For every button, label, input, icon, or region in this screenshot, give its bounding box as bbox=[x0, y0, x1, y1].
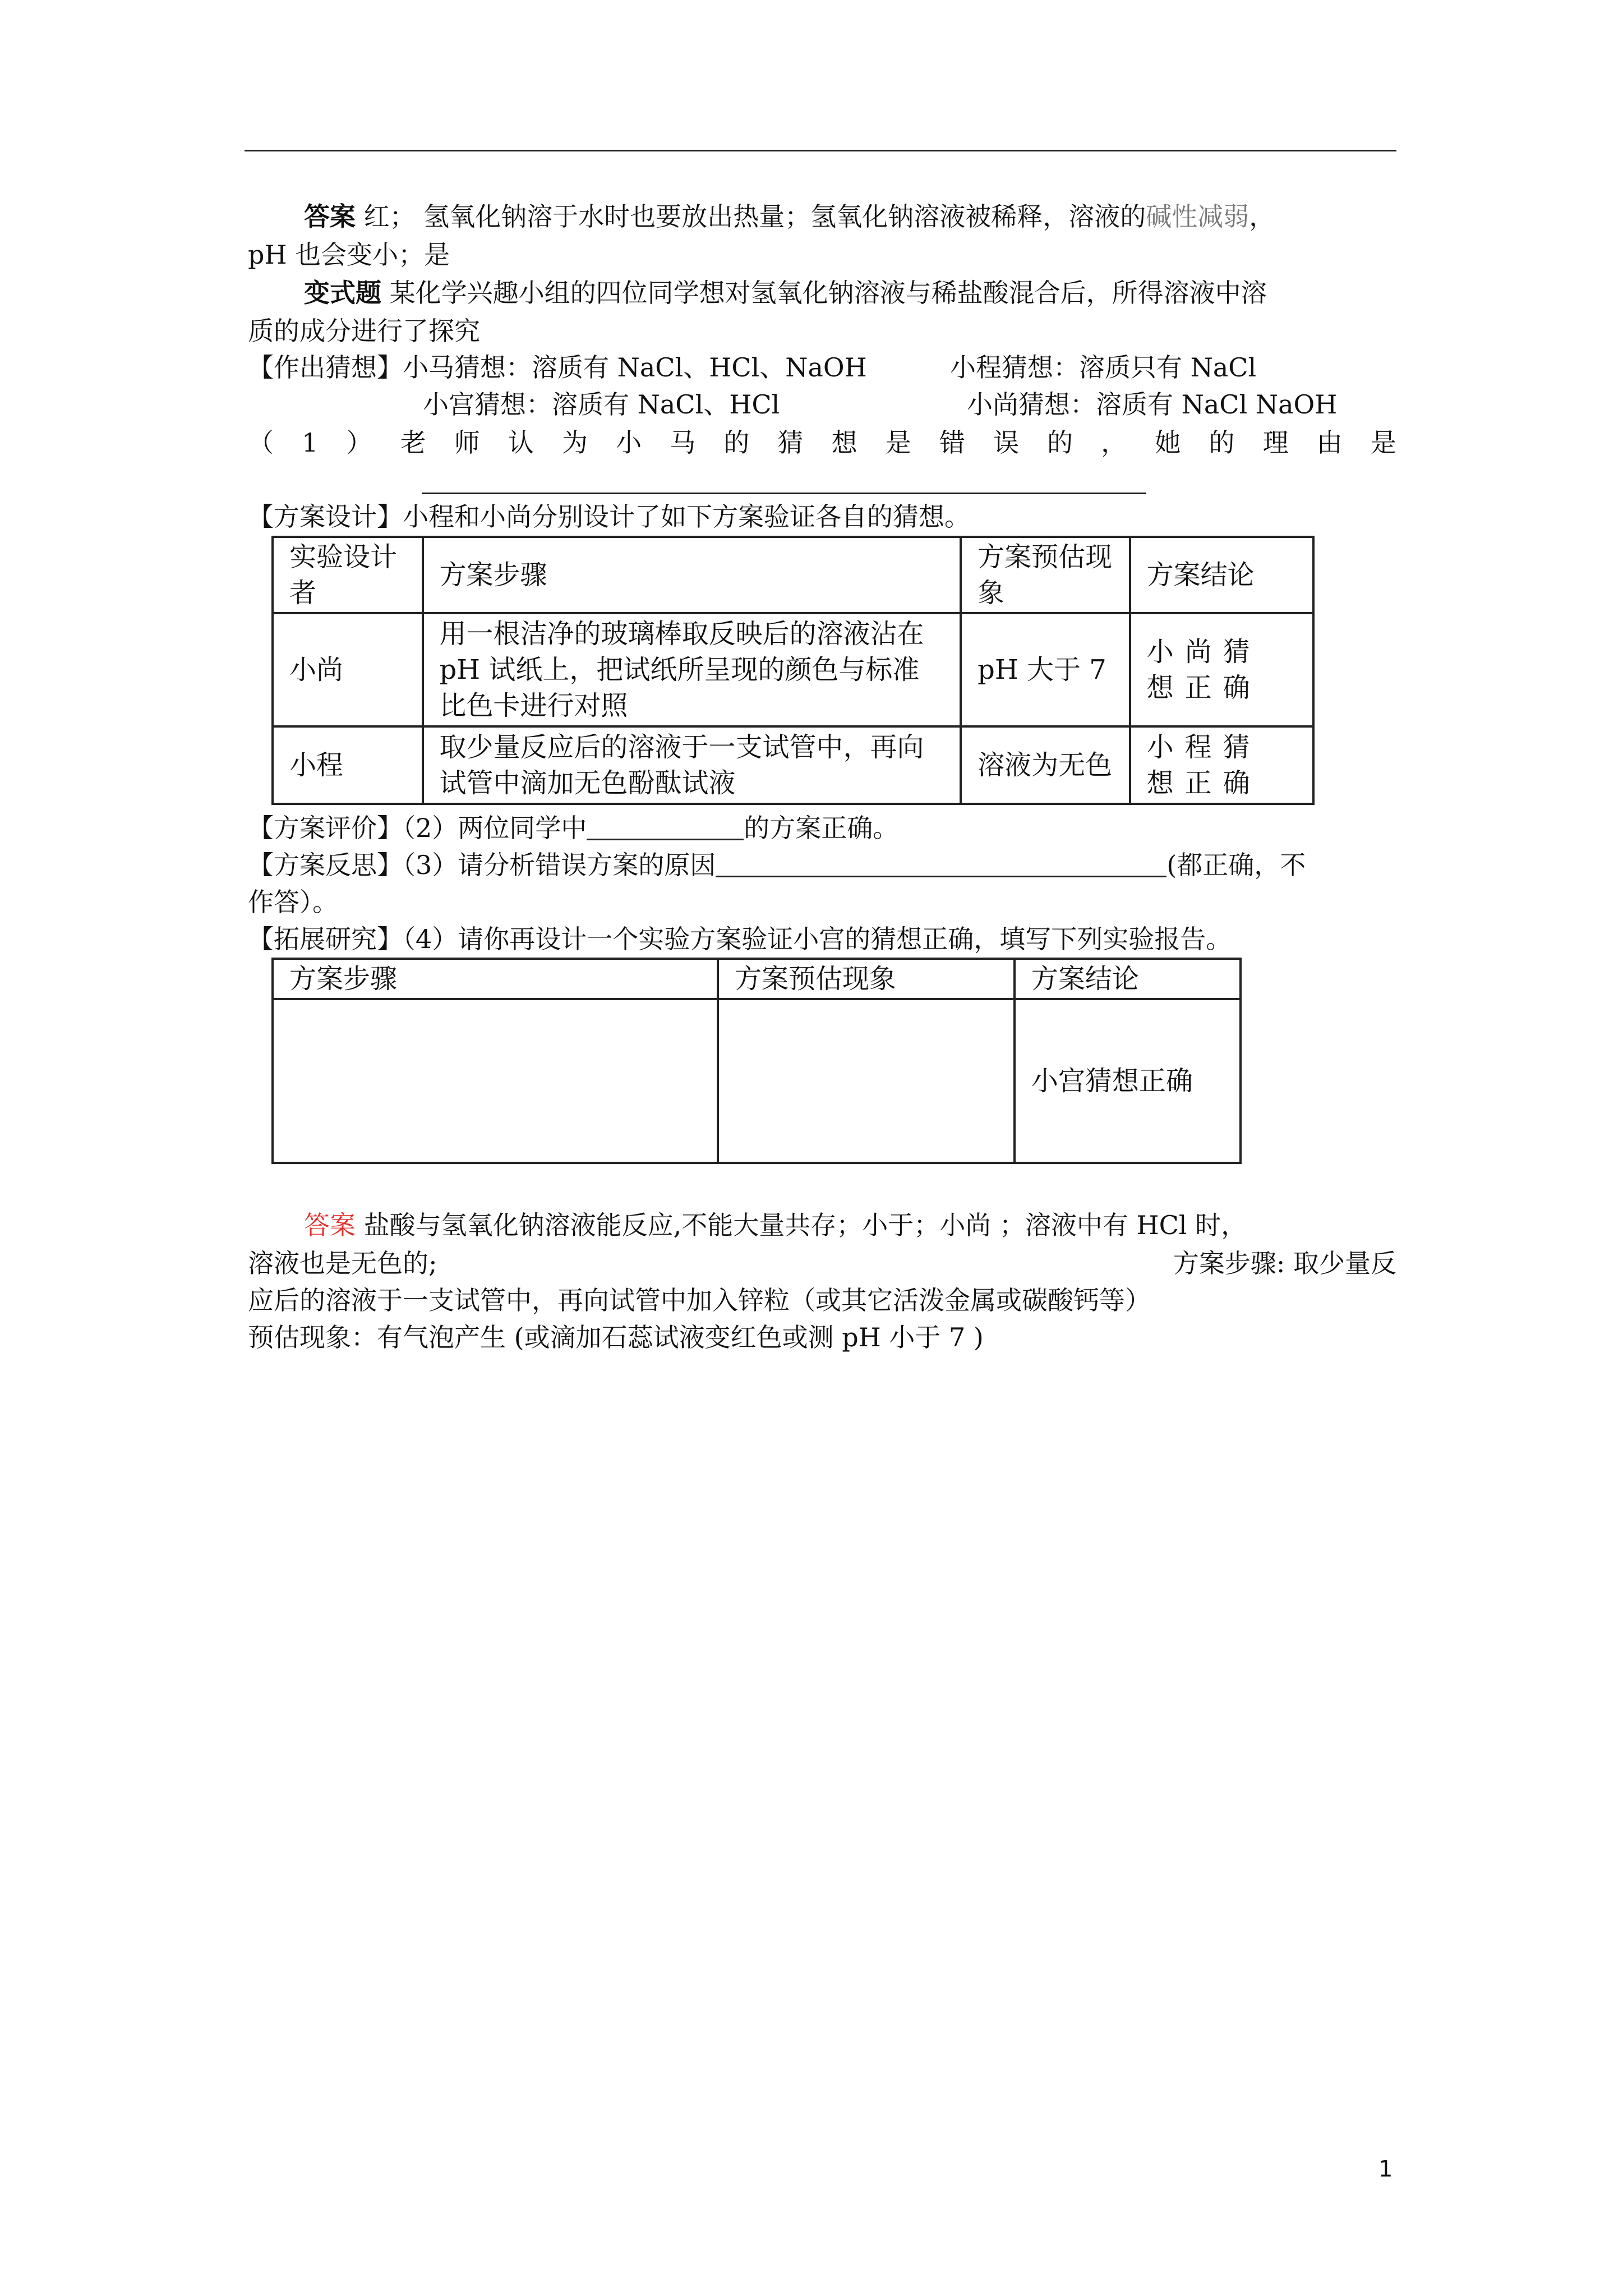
experiment-table-header bbox=[273, 537, 1313, 613]
answer1-line1 bbox=[304, 198, 1396, 235]
question-1-char: 老 bbox=[400, 427, 426, 458]
question-1-char: 小 bbox=[616, 427, 642, 458]
extension-line bbox=[248, 921, 1396, 958]
reflection-blank[interactable] bbox=[716, 851, 1166, 877]
report-steps-cell[interactable] bbox=[273, 999, 718, 1163]
answer1-end: ， bbox=[1249, 201, 1275, 232]
reflection-after: (都正确，不 bbox=[1166, 850, 1306, 880]
header-steps: 方案步骤 bbox=[423, 537, 961, 613]
question-1-char: 错 bbox=[939, 427, 965, 458]
question-1-char: 的 bbox=[723, 427, 750, 458]
answer2-line3: 应后的溶液于一支试管中，再向试管中加入锌粒（或其它活泼金属或碳酸钙等） bbox=[248, 1285, 1151, 1315]
cell-phenomenon: 溶液为无色 bbox=[961, 726, 1129, 804]
question-1-char: 师 bbox=[454, 427, 480, 458]
question-1-char: 猜 bbox=[777, 427, 804, 458]
question-1-char: 马 bbox=[670, 427, 696, 458]
evaluation-before: （2）两位同学中 bbox=[403, 813, 587, 843]
cell-designer: 小程 bbox=[273, 726, 423, 804]
answer1-line2: pH 也会变小；是 bbox=[248, 240, 450, 270]
question-1-char: （ bbox=[248, 427, 274, 458]
question-1-char: 是 bbox=[885, 427, 911, 458]
guess-tag: 【作出猜想】 bbox=[248, 352, 403, 383]
question-1-char: ） bbox=[346, 427, 372, 458]
question-1-answer-blank[interactable] bbox=[422, 468, 1146, 494]
report-phenomenon-cell[interactable] bbox=[718, 999, 1015, 1163]
question-1-char: 认 bbox=[508, 427, 534, 458]
variant-line2: 质的成分进行了探究 bbox=[248, 316, 480, 346]
report-table bbox=[271, 958, 1242, 1164]
page-number: 1 bbox=[1378, 2156, 1393, 2182]
question-1 bbox=[248, 424, 1396, 461]
reflection-tag: 【方案反思】 bbox=[248, 850, 403, 880]
question-1-char: 想 bbox=[831, 427, 857, 458]
extension-text: （4）请你再设计一个实验方案验证小宫的猜想正确，填写下列实验报告。 bbox=[403, 924, 1232, 954]
question-1-char: 是 bbox=[1370, 427, 1396, 458]
answer2-line4: 预估现象：有气泡产生 (或滴加石蕊试液变红色或测 pH 小于 7 ) bbox=[248, 1322, 984, 1352]
report-header-steps: 方案步骤 bbox=[273, 959, 718, 999]
question-1-char: 误 bbox=[993, 427, 1020, 458]
variant-text: 某化学兴趣小组的四位同学想对氢氧化钠溶液与稀盐酸混合后，所得溶液中溶 bbox=[381, 278, 1267, 308]
answer1-text: 红； 氢氧化钠溶于水时也要放出热量；氢氧化钠溶液被稀释，溶液的 bbox=[356, 201, 1146, 232]
design-text: 小程和小尚分别设计了如下方案验证各自的猜想。 bbox=[403, 501, 970, 532]
table-row bbox=[273, 613, 1313, 726]
question-1-char: 的 bbox=[1209, 427, 1235, 458]
question-1-char: 为 bbox=[562, 427, 588, 458]
cell-conclusion: 小程猜想正确 bbox=[1130, 726, 1313, 804]
design-line bbox=[248, 498, 1396, 535]
cell-steps: 用一根洁净的玻璃棒取反映后的溶液沾在 pH 试纸上，把试纸所呈现的颜色与标准比色卡进行对照 bbox=[423, 613, 961, 726]
question-1-char: 1 bbox=[302, 427, 319, 458]
answer2-label: 答案 bbox=[304, 1210, 356, 1240]
cell-designer: 小尚 bbox=[273, 613, 423, 726]
extension-tag: 【拓展研究】 bbox=[248, 924, 403, 954]
answer2-line2-right: 方案步骤: 取少量反 bbox=[1173, 1248, 1396, 1278]
experiment-table bbox=[271, 536, 1315, 805]
report-header-phenomenon: 方案预估现象 bbox=[718, 959, 1015, 999]
question-1-char: ， bbox=[1101, 427, 1127, 458]
header-conclusion: 方案结论 bbox=[1130, 537, 1313, 613]
answer2-line2 bbox=[248, 1245, 1396, 1282]
cell-steps: 取少量反应后的溶液于一支试管中，再向试管中滴加无色酚酞试液 bbox=[423, 726, 961, 804]
question-1-char: 她 bbox=[1155, 427, 1181, 458]
report-conclusion-cell: 小宫猜想正确 bbox=[1015, 999, 1241, 1163]
question-1-char: 由 bbox=[1316, 427, 1343, 458]
report-header-conclusion: 方案结论 bbox=[1015, 959, 1241, 999]
guess-xiaocheng: 小程猜想：溶质只有 NaCl bbox=[950, 352, 1257, 383]
answer1-label: 答案 bbox=[304, 201, 356, 232]
cell-phenomenon: pH 大于 7 bbox=[961, 613, 1129, 726]
table-row bbox=[273, 999, 1241, 1163]
evaluation-line bbox=[248, 809, 1396, 846]
question-1-char: 的 bbox=[1047, 427, 1073, 458]
variant-label: 变式题 bbox=[304, 278, 381, 308]
reflection-line1 bbox=[248, 846, 1396, 884]
answer2-text: 盐酸与氢氧化钠溶液能反应,不能大量共存；小于；小尚 ；溶液中有 HCl 时， bbox=[356, 1210, 1247, 1240]
guess-line1 bbox=[248, 349, 1396, 386]
evaluation-tag: 【方案评价】 bbox=[248, 813, 403, 843]
answer1-tail: 碱性减弱 bbox=[1146, 201, 1249, 232]
guess-xiaoshang: 小尚猜想：溶质有 NaCl NaOH bbox=[967, 389, 1338, 420]
header-phenomenon: 方案预估现象 bbox=[961, 537, 1129, 613]
report-table-header bbox=[273, 959, 1241, 999]
variant-line1 bbox=[304, 274, 1396, 311]
design-tag: 【方案设计】 bbox=[248, 501, 403, 532]
evaluation-after: 的方案正确。 bbox=[744, 813, 899, 843]
evaluation-blank[interactable] bbox=[587, 814, 744, 840]
reflection-before: （3）请分析错误方案的原因 bbox=[403, 850, 716, 880]
header-rule bbox=[245, 150, 1396, 151]
guess-xiaoma: 小马猜想：溶质有 NaCl、HCl、NaOH bbox=[403, 352, 867, 383]
header-designer: 实验设计者 bbox=[273, 537, 423, 613]
cell-conclusion: 小尚猜想正确 bbox=[1130, 613, 1313, 726]
answer2-line1 bbox=[304, 1207, 1396, 1244]
question-1-char: 理 bbox=[1262, 427, 1289, 458]
guess-xiaogong: 小宫猜想：溶质有 NaCl、HCl bbox=[423, 389, 780, 420]
reflection-line2: 作答）。 bbox=[248, 887, 338, 917]
answer2-line2-left: 溶液也是无色的; bbox=[248, 1248, 437, 1278]
table-row bbox=[273, 726, 1313, 804]
